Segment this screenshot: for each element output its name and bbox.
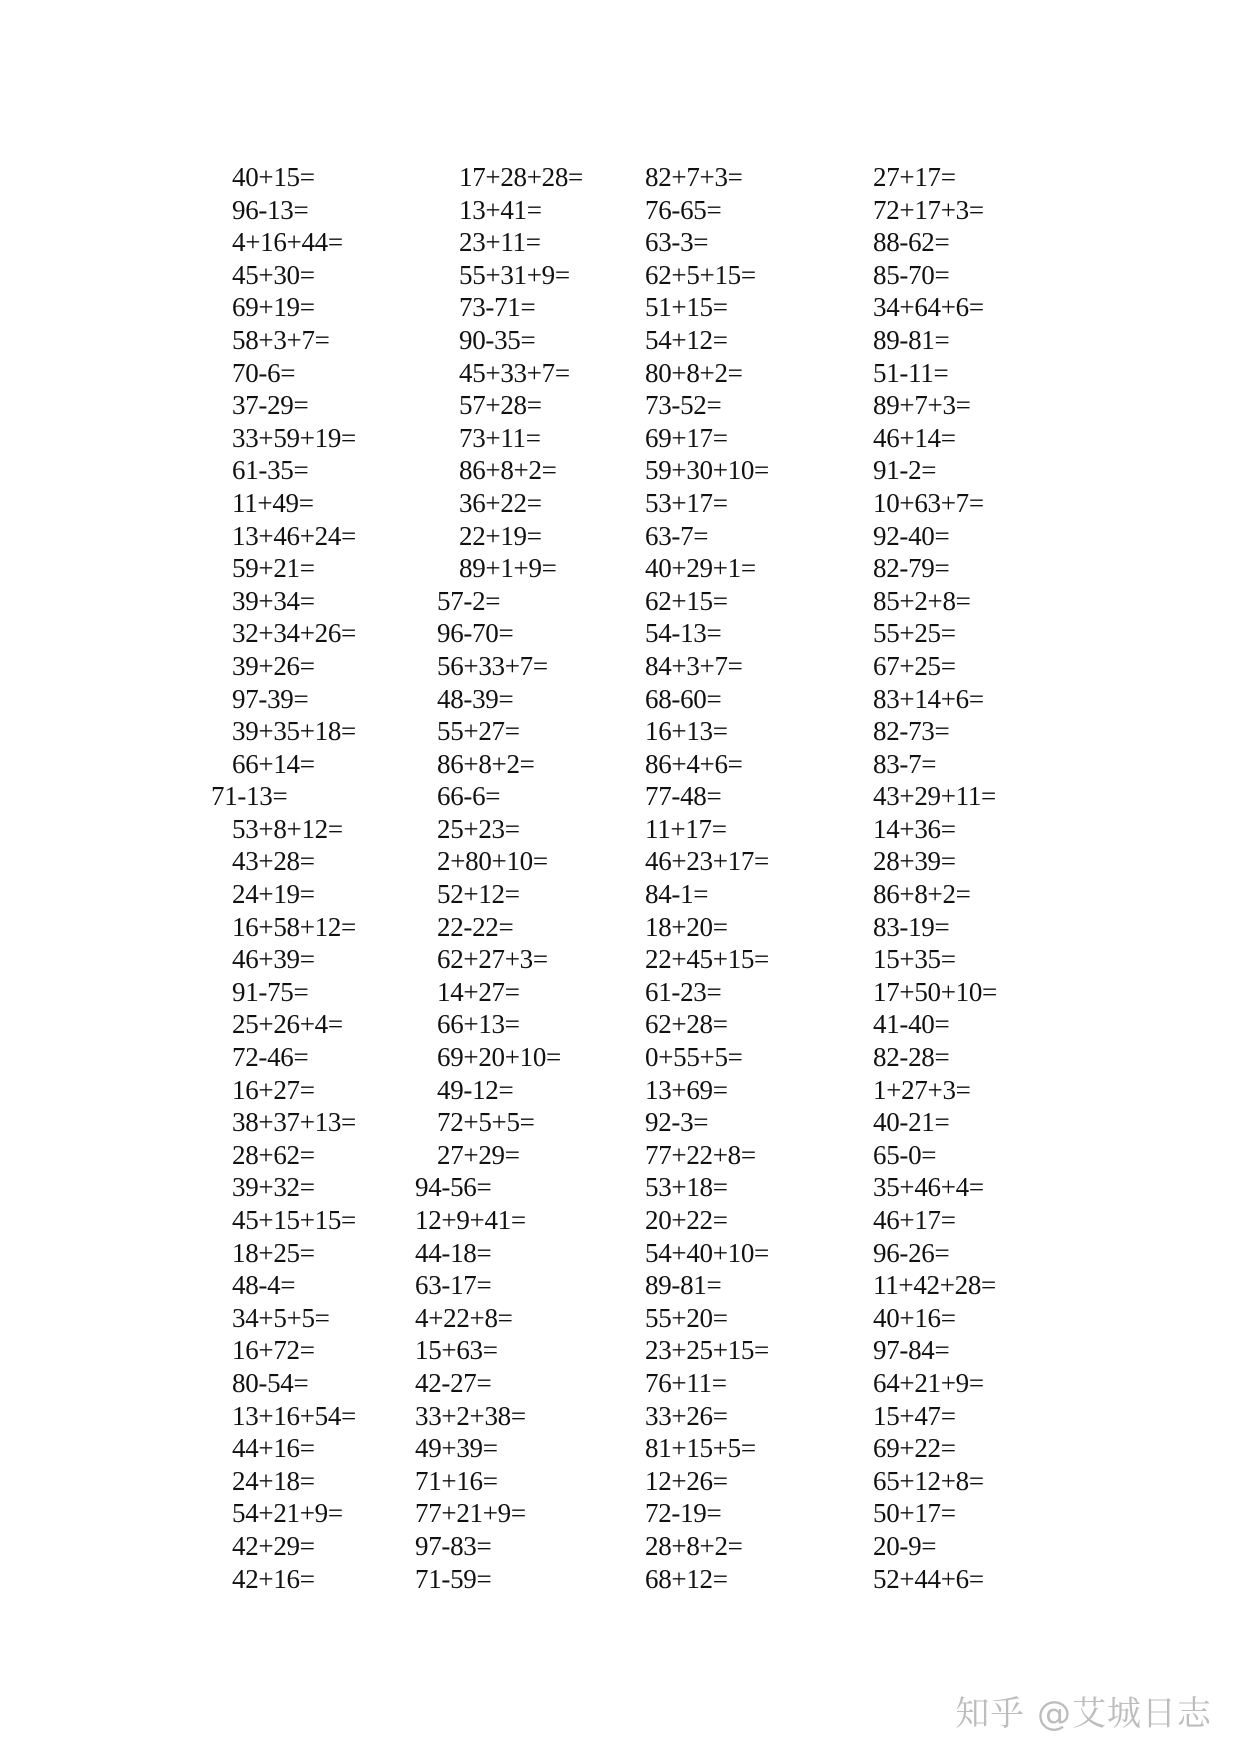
math-problem: 46+23+17=: [645, 846, 769, 877]
math-problem: 33+59+19=: [232, 422, 356, 453]
math-problem: 62+5+15=: [645, 259, 756, 290]
math-problem: 23+25+15=: [645, 1335, 769, 1366]
math-problem: 84-1=: [645, 879, 709, 910]
problem-column-1: [211, 161, 356, 1595]
math-problem: 37-29=: [232, 390, 309, 421]
math-problem: 59+30+10=: [645, 455, 769, 486]
math-problem: 72+5+5=: [437, 1107, 535, 1138]
math-problem: 46+17=: [873, 1205, 956, 1235]
math-problem: 45+15+15=: [232, 1205, 356, 1235]
math-problem: 64+21+9=: [873, 1367, 984, 1398]
math-problem: 72+17+3=: [873, 194, 984, 225]
math-problem: 82-73=: [873, 716, 950, 747]
math-problem: 27+17=: [873, 162, 956, 192]
math-problem: 0+55+5=: [645, 1042, 743, 1073]
math-problem: 44+16=: [232, 1433, 315, 1464]
math-problem: 72-19=: [645, 1498, 722, 1529]
math-problem: 68+12=: [645, 1563, 728, 1594]
math-problem: 63-3=: [645, 227, 709, 258]
math-problem: 14+36=: [873, 813, 956, 844]
math-problem: 50+17=: [873, 1498, 956, 1529]
math-problem: 36+22=: [459, 487, 542, 518]
math-problem: 46+39=: [232, 944, 315, 975]
math-problem: 57-2=: [437, 585, 501, 616]
math-problem: 22+45+15=: [645, 944, 769, 975]
math-problem: 71-59=: [415, 1563, 492, 1594]
math-problem: 15+63=: [415, 1335, 498, 1366]
math-problem: 18+25=: [232, 1237, 315, 1268]
math-problem: 13+41=: [459, 194, 542, 225]
math-problem: 52+44+6=: [873, 1563, 984, 1594]
math-problem: 35+46+4=: [873, 1172, 984, 1203]
math-problem: 55+25=: [873, 618, 956, 649]
math-problem: 43+28=: [232, 846, 315, 877]
math-problem: 65+12+8=: [873, 1465, 984, 1496]
math-problem: 12+26=: [645, 1465, 728, 1496]
math-problem: 61-23=: [645, 976, 722, 1007]
math-problem: 44-18=: [415, 1237, 492, 1268]
math-problem: 39+34=: [232, 585, 315, 616]
math-problem: 80-54=: [232, 1367, 309, 1398]
math-problem: 76+11=: [645, 1367, 727, 1398]
math-problem: 13+69=: [645, 1074, 728, 1105]
math-problem: 49-12=: [437, 1074, 514, 1105]
math-problem: 97-83=: [415, 1530, 492, 1561]
math-problem: 40-21=: [873, 1107, 950, 1138]
math-problem: 82+7+3=: [645, 162, 743, 192]
math-problem: 83-7=: [873, 748, 937, 779]
math-problem: 28+39=: [873, 846, 956, 877]
math-problem: 62+28=: [645, 1009, 728, 1040]
math-problem: 18+20=: [645, 911, 728, 942]
math-problem: 28+8+2=: [645, 1530, 743, 1561]
math-problem: 51-11=: [873, 357, 949, 388]
math-problem: 45+33+7=: [459, 357, 570, 388]
math-problem: 71+16=: [415, 1465, 498, 1496]
math-problem: 20+22=: [645, 1205, 728, 1235]
math-problem: 49+39=: [415, 1433, 498, 1464]
problem-column-4: [873, 161, 997, 1595]
math-problem: 83+14+6=: [873, 683, 984, 714]
math-problem: 92-40=: [873, 520, 950, 551]
math-problem: 33+2+38=: [415, 1400, 526, 1431]
math-problem: 86+8+2=: [437, 748, 535, 779]
problem-column-3: [645, 161, 769, 1595]
math-problem: 39+26=: [232, 650, 315, 681]
math-problem: 66+14=: [232, 748, 315, 779]
math-problem: 81+15+5=: [645, 1433, 756, 1464]
math-problem: 97-84=: [873, 1335, 950, 1366]
math-problem: 90-35=: [459, 324, 536, 355]
math-problem: 42+29=: [232, 1530, 315, 1561]
math-problem: 40+15=: [232, 162, 315, 192]
math-problem: 16+13=: [645, 716, 728, 747]
math-problem: 88-62=: [873, 227, 950, 258]
math-problem: 39+35+18=: [232, 716, 356, 747]
math-problem: 16+58+12=: [232, 911, 356, 942]
math-problem: 15+47=: [873, 1400, 956, 1431]
math-problem: 69+20+10=: [437, 1042, 561, 1073]
math-problem: 14+27=: [437, 976, 520, 1007]
math-problem: 15+35=: [873, 944, 956, 975]
math-problem: 77+21+9=: [415, 1498, 526, 1529]
math-problem: 22+19=: [459, 520, 542, 551]
math-problem: 66-6=: [437, 781, 501, 812]
math-problem: 12+9+41=: [415, 1205, 526, 1235]
math-problem: 85+2+8=: [873, 585, 971, 616]
math-problem: 55+27=: [437, 716, 520, 747]
math-problem: 69+22=: [873, 1433, 956, 1464]
math-problem: 13+46+24=: [232, 520, 356, 551]
math-problem: 53+18=: [645, 1172, 728, 1203]
math-problem: 89-81=: [645, 1270, 722, 1301]
math-problem: 63-7=: [645, 520, 709, 551]
math-problem: 62+27+3=: [437, 944, 548, 975]
math-problem: 48-39=: [437, 683, 514, 714]
math-problem: 86+4+6=: [645, 748, 743, 779]
math-problem: 34+64+6=: [873, 292, 984, 323]
math-problem: 25+26+4=: [232, 1009, 343, 1040]
math-problem: 32+34+26=: [232, 618, 356, 649]
math-problem: 42+16=: [232, 1563, 315, 1594]
math-problem: 58+3+7=: [232, 324, 330, 355]
math-problem: 46+14=: [873, 422, 956, 453]
math-problem: 67+25=: [873, 650, 956, 681]
math-problem: 11+42+28=: [873, 1270, 996, 1301]
math-problem: 28+62=: [232, 1139, 315, 1170]
math-problem: 27+29=: [437, 1139, 520, 1170]
math-problem: 41-40=: [873, 1009, 950, 1040]
math-problem: 92-3=: [645, 1107, 709, 1138]
math-problem: 53+8+12=: [232, 813, 343, 844]
math-problem: 24+18=: [232, 1465, 315, 1496]
math-problem: 61-35=: [232, 455, 309, 486]
math-problem: 4+16+44=: [232, 227, 343, 258]
math-problem: 82-28=: [873, 1042, 950, 1073]
math-problem: 73-52=: [645, 390, 722, 421]
math-problem: 85-70=: [873, 259, 950, 290]
math-problem: 11+49=: [232, 487, 314, 518]
math-problem: 68-60=: [645, 683, 722, 714]
math-problem: 51+15=: [645, 292, 728, 323]
math-problem: 91-75=: [232, 976, 309, 1007]
math-problem: 10+63+7=: [873, 487, 984, 518]
math-problem: 96-13=: [232, 194, 309, 225]
math-problem: 84+3+7=: [645, 650, 743, 681]
math-problem: 17+28+28=: [459, 162, 583, 192]
math-problem: 80+8+2=: [645, 357, 743, 388]
math-problem: 38+37+13=: [232, 1107, 356, 1138]
math-problem: 23+11=: [459, 227, 541, 258]
math-problem: 62+15=: [645, 585, 728, 616]
math-problem: 33+26=: [645, 1400, 728, 1431]
math-problem: 97-39=: [232, 683, 309, 714]
math-problem: 39+32=: [232, 1172, 315, 1203]
math-problem: 73-71=: [459, 292, 536, 323]
problem-column-2: [415, 161, 583, 1595]
math-problem: 34+5+5=: [232, 1302, 330, 1333]
math-problem: 69+19=: [232, 292, 315, 323]
math-problem: 86+8+2=: [459, 455, 557, 486]
math-problem: 54+40+10=: [645, 1237, 769, 1268]
math-problem: 55+20=: [645, 1302, 728, 1333]
math-problem: 59+21=: [232, 553, 315, 584]
math-problem: 63-17=: [415, 1270, 492, 1301]
math-problem: 25+23=: [437, 813, 520, 844]
math-problem: 53+17=: [645, 487, 728, 518]
math-problem: 45+30=: [232, 259, 315, 290]
math-problem: 13+16+54=: [232, 1400, 356, 1431]
math-problem: 16+72=: [232, 1335, 315, 1366]
math-problem: 40+16=: [873, 1302, 956, 1333]
math-problem: 89+7+3=: [873, 390, 971, 421]
math-problem: 96-70=: [437, 618, 514, 649]
math-problem: 91-2=: [873, 455, 937, 486]
math-problem: 24+19=: [232, 879, 315, 910]
math-problem: 72-46=: [232, 1042, 309, 1073]
math-problem: 17+50+10=: [873, 976, 997, 1007]
math-problem: 77-48=: [645, 781, 722, 812]
math-problem: 55+31+9=: [459, 259, 570, 290]
math-problem: 1+27+3=: [873, 1074, 971, 1105]
math-problem: 83-19=: [873, 911, 950, 942]
math-problem: 40+29+1=: [645, 553, 756, 584]
math-problem: 43+29+11=: [873, 781, 996, 812]
math-problem: 56+33+7=: [437, 650, 548, 681]
math-problem: 69+17=: [645, 422, 728, 453]
math-problem: 82-79=: [873, 553, 950, 584]
math-problem: 57+28=: [459, 390, 542, 421]
math-problem: 77+22+8=: [645, 1139, 756, 1170]
math-problem: 76-65=: [645, 194, 722, 225]
math-problem: 73+11=: [459, 422, 541, 453]
math-problem: 70-6=: [232, 357, 296, 388]
math-problem: 52+12=: [437, 879, 520, 910]
math-problem: 66+13=: [437, 1009, 520, 1040]
math-problem: 96-26=: [873, 1237, 950, 1268]
math-problem: 20-9=: [873, 1530, 937, 1561]
math-problem: 48-4=: [232, 1270, 296, 1301]
math-problem: 54+12=: [645, 324, 728, 355]
math-problem: 71-13=: [211, 781, 288, 812]
math-problem: 54-13=: [645, 618, 722, 649]
math-problem: 2+80+10=: [437, 846, 548, 877]
math-problem: 11+17=: [645, 813, 727, 844]
math-problem: 42-27=: [415, 1367, 492, 1398]
math-problem: 54+21+9=: [232, 1498, 343, 1529]
math-problem: 89-81=: [873, 324, 950, 355]
math-problem: 89+1+9=: [459, 553, 557, 584]
math-problem: 22-22=: [437, 911, 514, 942]
math-problem: 16+27=: [232, 1074, 315, 1105]
zhihu-watermark: 知乎 @艾城日志: [955, 1694, 1212, 1734]
math-problem: 4+22+8=: [415, 1302, 513, 1333]
math-problem: 86+8+2=: [873, 879, 971, 910]
math-problem: 65-0=: [873, 1139, 937, 1170]
math-problem: 94-56=: [415, 1172, 492, 1203]
